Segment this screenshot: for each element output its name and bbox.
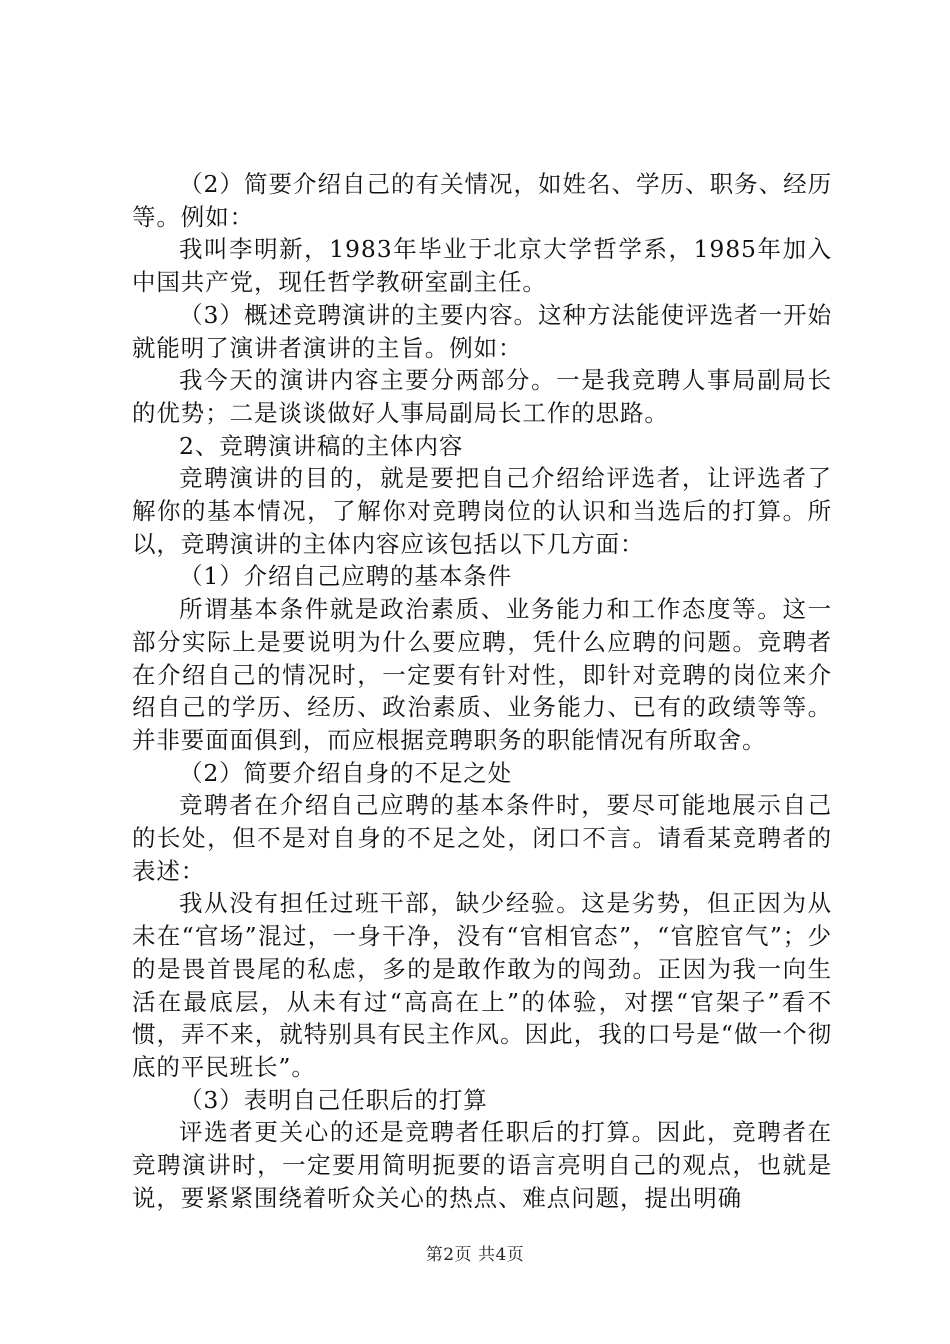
section-heading: 2、竞聘演讲稿的主体内容 [179,431,464,460]
paragraph: 竞聘者在介绍自己应聘的基本条件时，要尽可能地展示自己的长处，但不是对自身的不足之处，闭口不言。请看某竞聘者的表述： [132,791,832,885]
paragraph: 我今天的演讲内容主要分两部分。一是我竞聘人事局副局长的优势；二是谈谈做好人事局副局长工作的思路。 [132,366,832,427]
subsection-heading: （1）介绍自己应聘的基本条件 [179,562,513,591]
document-body [132,168,832,1215]
paragraph: 评选者更关心的还是竞聘者任职后的打算。因此，竞聘者在竞聘演讲时，一定要用简明扼要的语言亮明自己的观点，也就是说，要紧紧围绕着听众关心的热点、难点问题，提出明确 [132,1118,832,1212]
paragraph: 我叫李明新，1983年毕业于北京大学哲学系，1985年加入中国共产党，现任哲学教研室副主任。 [132,235,832,297]
paragraph: （3）概述竞聘演讲的主要内容。这种方法能使评选者一开始就能明了演讲者演讲的主旨。例如： [132,300,832,362]
page-number-footer: 第2页 共4页 [425,1245,525,1265]
paragraph: 竞聘演讲的目的，就是要把自己介绍给评选者，让评选者了解你的基本情况，了解你对竞聘岗位的认识和当选后的打算。所以，竞聘演讲的主体内容应该包括以下几方面： [132,464,832,558]
paragraph: 我从没有担任过班干部，缺少经验。这是劣势，但正因为从未在“官场”混过，一身干净，没有“官相官态”，“官腔官气”；少的是畏首畏尾的私虑，多的是敢作敢为的闯劲。正因为我一向生活在最底层，从未有过“高高在上”的体验，对摆“官架子”看不惯，弄不来，就特别具有民主作风。因此，我的口号是“做一个彻底的平民班长”。 [132,889,832,1081]
subsection-heading: （2）简要介绍自身的不足之处 [179,758,513,787]
paragraph: 所谓基本条件就是政治素质、业务能力和工作态度等。这一部分实际上是要说明为什么要应聘，凭什么应聘的问题。竞聘者在介绍自己的情况时，一定要有针对性，即针对竞聘的岗位来介绍自己的学历、经历、政治素质、业务能力、已有的政绩等等。并非要面面俱到，而应根据竞聘职务的职能情况有所取舍。 [132,595,832,754]
paragraph: （2）简要介绍自己的有关情况，如姓名、学历、职务、经历等。例如： [132,170,832,231]
subsection-heading: （3）表明自己任职后的打算 [179,1085,488,1114]
